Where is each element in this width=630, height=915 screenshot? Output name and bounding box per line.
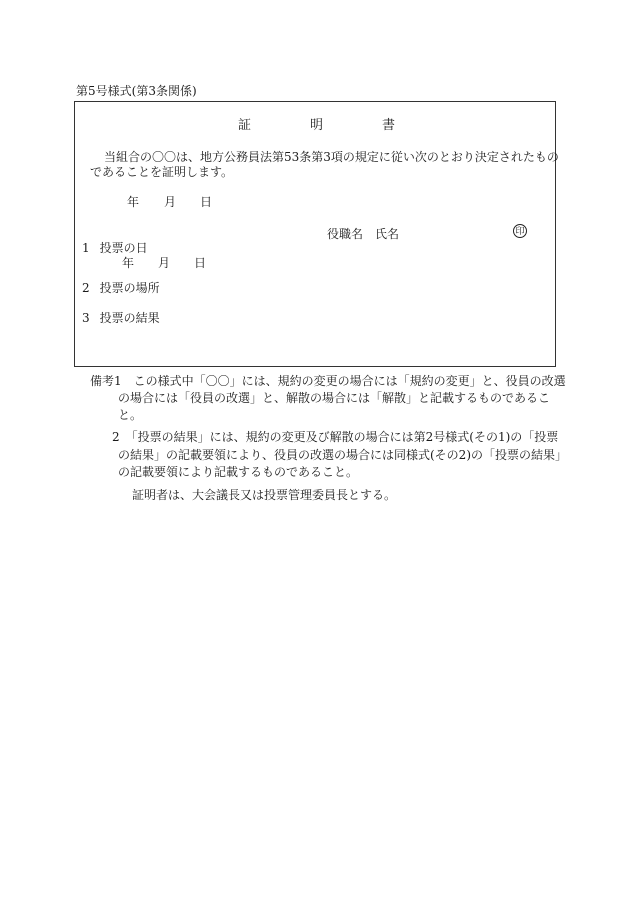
- certificate-title-char: 書: [382, 118, 396, 133]
- item-vote-result: [82, 311, 160, 325]
- note-text: の結果」の記載要領により、役員の改選の場合には同様式(その2)の「投票の結果」: [118, 448, 568, 462]
- month-label: 月: [158, 256, 171, 270]
- certificate-body-text: 当組合の〇〇は、地方公務員法第53条第3項の規定に従い次のとおり決定されたもの: [104, 150, 559, 164]
- note-text: 2 「投票の結果」には、規約の変更及び解散の場合には第2号様式(その1)の「投票: [112, 430, 559, 444]
- day-label: 日: [200, 195, 213, 209]
- certificate-body-text: であることを証明します。: [90, 165, 234, 179]
- note-text: の場合には「役員の改選」と、解散の場合には「解散」と記載するものであるこ: [118, 391, 551, 405]
- certificate-title-char: 証: [238, 118, 252, 133]
- certificate-title-char: 明: [310, 118, 324, 133]
- item-label: 投票の場所: [99, 281, 160, 295]
- year-label: 年: [127, 195, 140, 209]
- item-number: 2: [82, 281, 90, 295]
- note-text: の記載要領により記載するものであること。: [118, 465, 359, 479]
- seal-icon: 印: [513, 224, 527, 238]
- form-number-label: 第5号様式(第3条関係): [76, 84, 197, 98]
- month-label: 月: [164, 195, 177, 209]
- item-number: 3: [82, 311, 90, 325]
- item-label: 投票の日: [99, 241, 148, 255]
- item-vote-place: [82, 281, 160, 295]
- certificate-frame: [74, 101, 556, 367]
- note-text: 備考1 この様式中「〇〇」には、規約の変更の場合には「規約の変更」と、役員の改選: [90, 374, 566, 388]
- note-text: 証明者は、大会議長又は投票管理委員長とする。: [132, 488, 397, 502]
- item-number: 1: [82, 241, 90, 255]
- signer-name-label: 役職名 氏名: [327, 227, 400, 241]
- note-text: と。: [118, 408, 143, 422]
- day-label: 日: [194, 256, 207, 270]
- year-label: 年: [122, 256, 135, 270]
- item-label: 投票の結果: [99, 311, 160, 325]
- item-vote-date: [82, 241, 148, 255]
